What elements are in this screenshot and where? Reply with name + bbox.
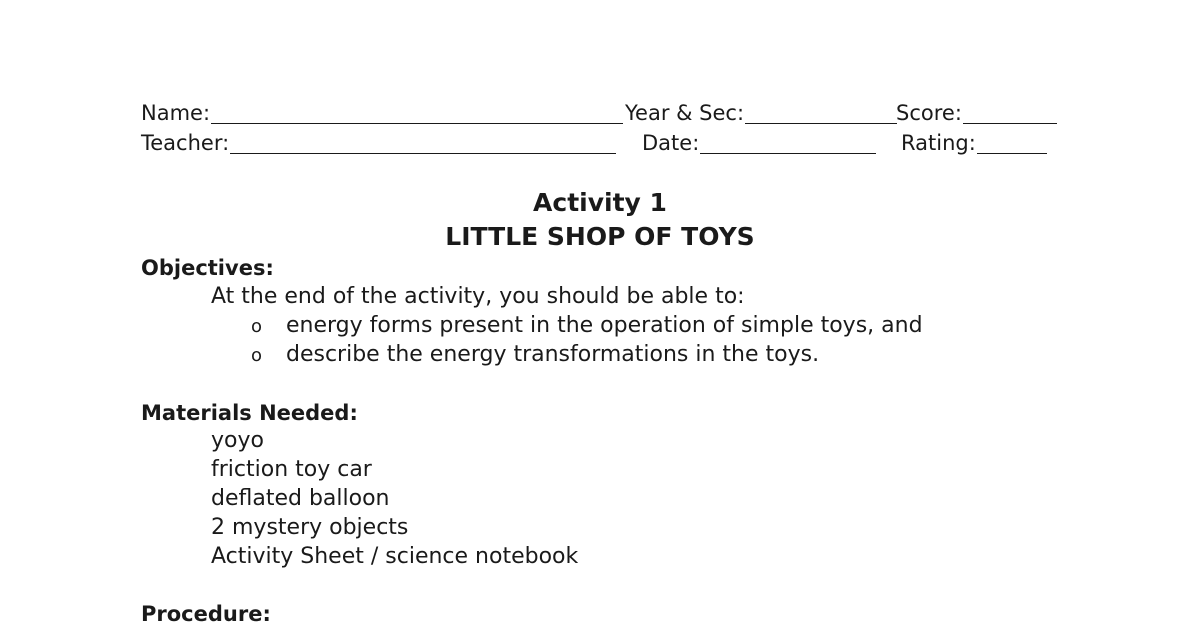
material-item: 2 mystery objects <box>211 515 409 540</box>
material-item: deflated balloon <box>211 486 390 511</box>
material-item: friction toy car <box>211 457 372 482</box>
activity-title: LITTLE SHOP OF TOYS <box>445 222 755 251</box>
header-row-2 <box>141 129 1053 157</box>
year-sec-blank[interactable] <box>745 101 897 124</box>
bullet-icon: o <box>251 316 263 337</box>
material-item: Activity Sheet / science notebook <box>211 544 579 569</box>
teacher-field[interactable] <box>141 129 616 157</box>
name-blank[interactable] <box>211 101 623 124</box>
materials-heading: Materials Needed: <box>141 401 358 425</box>
objective-item: energy forms present in the operation of simple toys, and <box>286 313 923 338</box>
name-field[interactable] <box>141 99 623 127</box>
date-label: Date: <box>642 131 700 155</box>
bullet-icon: o <box>251 345 263 366</box>
rating-blank[interactable] <box>977 131 1047 154</box>
score-label: Score: <box>896 101 962 125</box>
score-field[interactable] <box>896 99 1057 127</box>
material-item: yoyo <box>211 428 264 453</box>
activity-number: Activity 1 <box>533 188 667 217</box>
name-label: Name: <box>141 101 211 125</box>
objectives-heading: Objectives: <box>141 256 274 280</box>
header-row-1 <box>141 99 1053 127</box>
score-blank[interactable] <box>963 101 1057 124</box>
year-sec-field[interactable] <box>625 99 897 127</box>
date-field[interactable] <box>642 129 876 157</box>
procedure-heading: Procedure: <box>141 602 271 626</box>
objective-item: describe the energy transformations in the toys. <box>286 342 820 367</box>
teacher-label: Teacher: <box>141 131 230 155</box>
rating-label: Rating: <box>901 131 976 155</box>
teacher-blank[interactable] <box>230 131 616 154</box>
objectives-intro: At the end of the activity, you should be able to: <box>211 284 745 309</box>
rating-field[interactable] <box>901 129 1047 157</box>
year-sec-label: Year & Sec: <box>625 101 745 125</box>
date-blank[interactable] <box>700 131 876 154</box>
